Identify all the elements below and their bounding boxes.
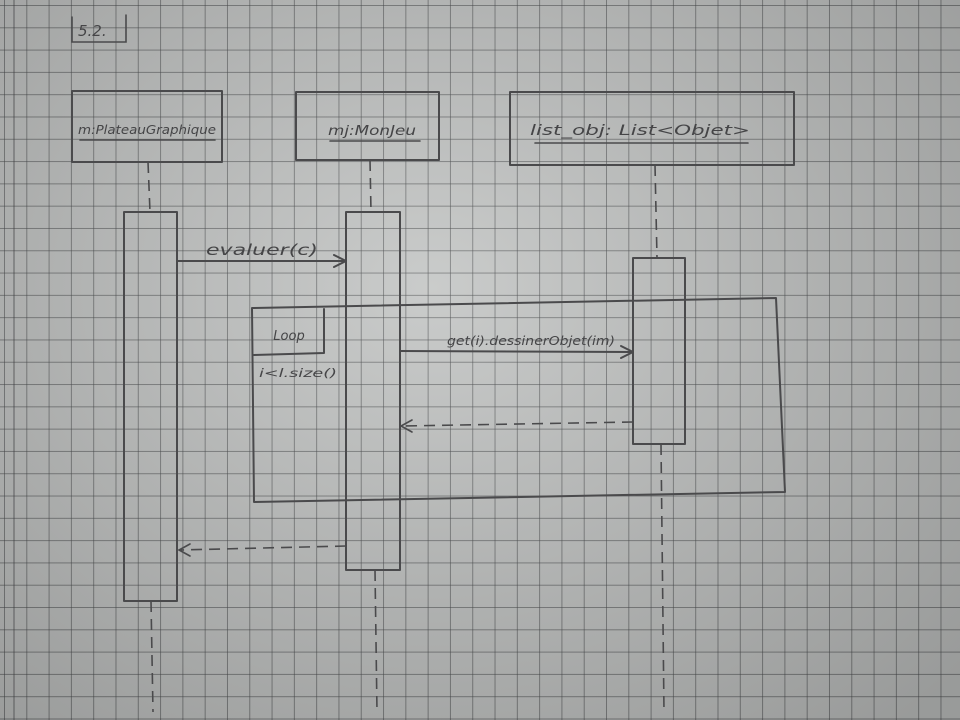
- loop-operator-label: Loop: [273, 329, 305, 344]
- message-dessiner-objet: [400, 334, 633, 358]
- lifeline-list-objet-label: list_obj: List<Objet>: [530, 123, 750, 139]
- return-mon-jeu-to-plateau: [179, 544, 346, 556]
- loop-fragment-frame: [252, 298, 785, 502]
- message-evaluer-label: evaluer(c): [206, 241, 318, 259]
- lifeline-plateau-graphique: [72, 91, 222, 712]
- message-dessiner-objet-arrow: [400, 351, 633, 352]
- page-label: 5.2.: [78, 22, 107, 40]
- message-evaluer: [177, 241, 346, 267]
- message-dessiner-objet-label: get(i).dessinerObjet(im): [447, 334, 615, 348]
- page-label-box: [72, 15, 126, 42]
- loop-guard: i<l.size(): [259, 366, 337, 380]
- activation-mon-jeu: [346, 212, 400, 570]
- return-list-objet-to-mon-jeu: [401, 420, 633, 432]
- lifeline-plateau-graphique-label: m:PlateauGraphique: [78, 122, 217, 137]
- lifeline-list-objet: [510, 92, 794, 712]
- lifeline-mon-jeu-label: mj:MonJeu: [328, 124, 416, 139]
- activation-plateau-graphique: [124, 212, 177, 601]
- lifeline-mon-jeu: [296, 92, 439, 712]
- loop-fragment: [252, 298, 785, 502]
- activation-list-objet: [633, 258, 685, 444]
